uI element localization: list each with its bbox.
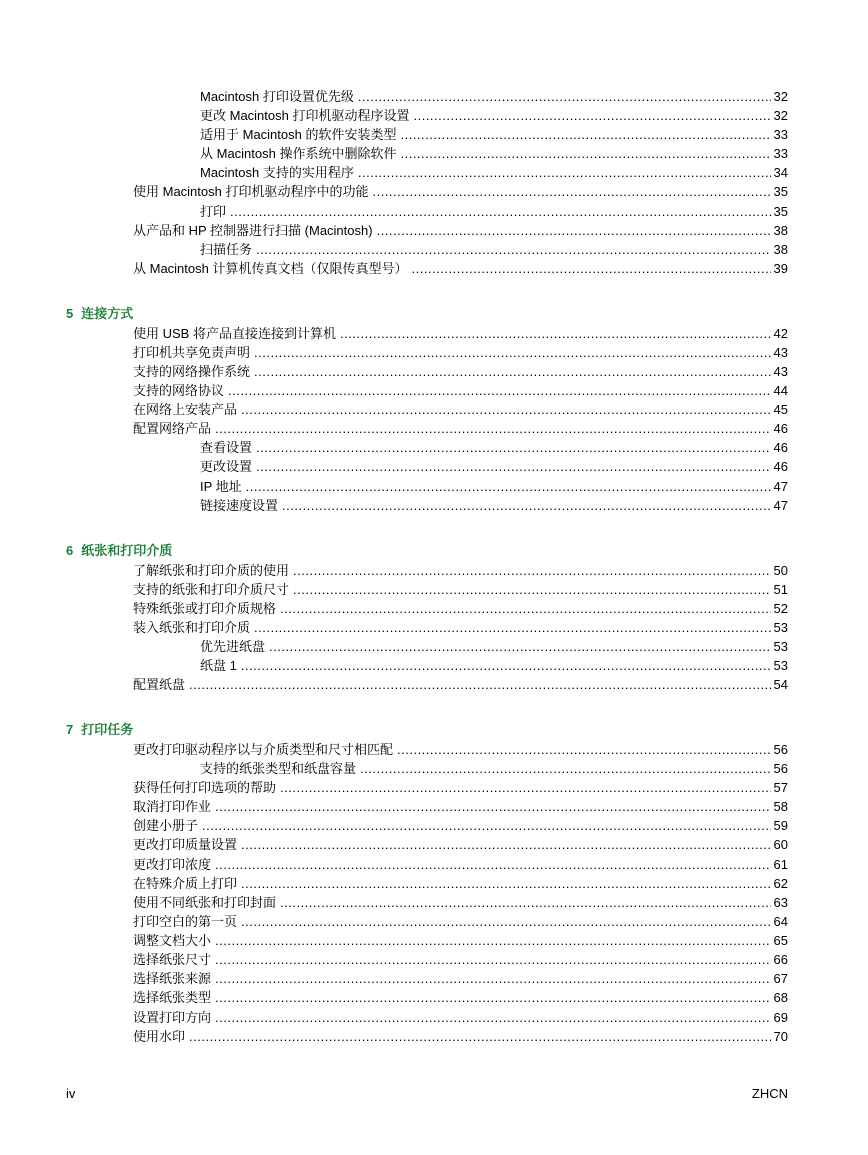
toc-leader-dots — [215, 950, 771, 969]
toc-entry-page: 63 — [773, 895, 788, 910]
toc-leader-dots — [228, 381, 771, 400]
toc-entry[interactable] — [133, 343, 788, 362]
toc-entry-page: 54 — [773, 677, 788, 692]
toc-leader-dots — [360, 759, 771, 778]
toc-leader-dots — [215, 419, 771, 438]
toc-entry-page: 33 — [773, 127, 788, 142]
toc-entry-page: 70 — [773, 1029, 788, 1044]
toc-leader-dots — [280, 893, 771, 912]
toc-entry[interactable] — [133, 893, 788, 912]
toc-entry[interactable] — [133, 1008, 788, 1027]
toc-leader-dots — [280, 778, 771, 797]
toc-entry-label: 更改打印质量设置 — [133, 837, 238, 852]
toc-entry-page: 59 — [773, 818, 788, 833]
toc-entry-page: 34 — [773, 165, 788, 180]
toc-entry[interactable] — [200, 125, 788, 144]
toc-entry[interactable] — [200, 144, 788, 163]
toc-entry[interactable] — [133, 400, 788, 419]
toc-entry-page: 58 — [773, 799, 788, 814]
toc-entry-page: 39 — [773, 261, 788, 276]
toc-entry-page: 56 — [773, 742, 788, 757]
toc-leader-dots — [340, 324, 771, 343]
toc-leader-dots — [241, 835, 771, 854]
toc-entry[interactable] — [133, 259, 788, 278]
toc-entry[interactable] — [200, 496, 788, 515]
chapter-number: 7 — [66, 722, 74, 737]
toc-entry-page: 47 — [773, 479, 788, 494]
toc-leader-dots — [280, 599, 771, 618]
toc-leader-dots — [413, 106, 770, 125]
toc-entry-page: 67 — [773, 971, 788, 986]
toc-leader-dots — [241, 400, 771, 419]
chapter-number: 6 — [66, 543, 74, 558]
toc-leader-dots — [215, 969, 771, 988]
toc-entry-page: 56 — [773, 761, 788, 776]
toc-entry[interactable] — [133, 182, 788, 201]
toc-leader-dots — [400, 125, 770, 144]
toc-entry[interactable] — [200, 202, 788, 221]
toc-entry[interactable] — [133, 221, 788, 240]
toc-entry[interactable] — [200, 240, 788, 259]
toc-entry-page: 33 — [773, 146, 788, 161]
toc-leader-dots — [400, 144, 770, 163]
toc-leader-dots — [215, 988, 771, 1007]
toc-entry[interactable] — [200, 637, 788, 656]
toc-entry[interactable] — [133, 324, 788, 343]
toc-entry-label: 选择纸张类型 — [133, 990, 212, 1005]
toc-entry-page: 53 — [773, 639, 788, 654]
chapter-title: 连接方式 — [81, 306, 134, 321]
toc-leader-dots — [269, 637, 771, 656]
toc-entry-page: 64 — [773, 914, 788, 929]
toc-entry[interactable] — [133, 1027, 788, 1046]
chapter-heading[interactable] — [66, 305, 133, 323]
toc-entry-page: 46 — [773, 459, 788, 474]
toc-leader-dots — [215, 855, 771, 874]
chapter-title: 打印任务 — [81, 722, 134, 737]
toc-entry-page: 43 — [773, 345, 788, 360]
toc-leader-dots — [189, 675, 771, 694]
toc-entry-label: 调整文档大小 — [133, 933, 212, 948]
toc-leader-dots — [254, 618, 771, 637]
toc-entry-label: 了解纸张和打印介质的使用 — [133, 563, 290, 578]
toc-entry-page: 68 — [773, 990, 788, 1005]
toc-entry-label: 打印机共享免责声明 — [133, 345, 251, 360]
toc-entry[interactable] — [133, 950, 788, 969]
toc-entry[interactable] — [133, 797, 788, 816]
toc-entry[interactable] — [133, 874, 788, 893]
toc-entry[interactable] — [133, 816, 788, 835]
toc-entry-label: 更改打印浓度 — [133, 857, 212, 872]
toc-leader-dots — [246, 477, 771, 496]
toc-entry-label: Macintosh 打印设置优先级 — [200, 89, 354, 104]
chapter-heading[interactable] — [66, 721, 133, 739]
toc-leader-dots — [189, 1027, 771, 1046]
toc-entry-label: Macintosh 支持的实用程序 — [200, 165, 354, 180]
toc-entry[interactable] — [133, 778, 788, 797]
toc-entry[interactable] — [200, 759, 788, 778]
toc-entry-label: 从产品和 HP 控制器进行扫描 (Macintosh) — [133, 223, 373, 238]
toc-leader-dots — [372, 182, 770, 201]
toc-leader-dots — [241, 656, 771, 675]
toc-leader-dots — [397, 740, 771, 759]
toc-entry-label: 使用 Macintosh 打印机驱动程序中的功能 — [133, 184, 369, 199]
toc-entry-label: 取消打印作业 — [133, 799, 212, 814]
toc-leader-dots — [215, 1008, 771, 1027]
toc-entry[interactable] — [133, 969, 788, 988]
toc-entry-label: 创建小册子 — [133, 818, 199, 833]
toc-leader-dots — [411, 259, 770, 278]
toc-leader-dots — [215, 931, 771, 950]
toc-entry-page: 32 — [773, 108, 788, 123]
toc-entry-label: 支持的网络协议 — [133, 383, 225, 398]
toc-entry[interactable] — [200, 656, 788, 675]
toc-entry-label: 在特殊介质上打印 — [133, 876, 238, 891]
toc-entry[interactable] — [133, 855, 788, 874]
toc-entry-page: 38 — [773, 223, 788, 238]
toc-entry-label: 打印空白的第一页 — [133, 914, 238, 929]
toc-entry[interactable] — [133, 381, 788, 400]
toc-entry-label: 特殊纸张或打印介质规格 — [133, 601, 277, 616]
toc-entry[interactable] — [133, 740, 788, 759]
toc-entry-page: 47 — [773, 498, 788, 513]
toc-entry-label: 选择纸张尺寸 — [133, 952, 212, 967]
toc-leader-dots — [256, 438, 771, 457]
footer-locale: ZHCN — [751, 1086, 788, 1101]
toc-entry-page: 43 — [773, 364, 788, 379]
toc-entry[interactable] — [200, 106, 788, 125]
toc-entry-page: 42 — [773, 326, 788, 341]
chapter-number: 5 — [66, 306, 74, 321]
toc-entry-page: 52 — [773, 601, 788, 616]
toc-leader-dots — [241, 874, 771, 893]
toc-entry-page: 69 — [773, 1010, 788, 1025]
toc-entry[interactable] — [133, 912, 788, 931]
toc-leader-dots — [202, 816, 771, 835]
toc-entry-label: 链接速度设置 — [200, 498, 279, 513]
toc-entry[interactable] — [133, 580, 788, 599]
toc-entry-label: 扫描任务 — [200, 242, 253, 257]
toc-entry-label: 打印 — [200, 204, 227, 219]
toc-entry-label: 设置打印方向 — [133, 1010, 212, 1025]
toc-leader-dots — [256, 457, 771, 476]
toc-entry-label: 从 Macintosh 计算机传真文档（仅限传真型号） — [133, 261, 408, 276]
toc-entry-page: 53 — [773, 620, 788, 635]
toc-entry[interactable] — [133, 931, 788, 950]
toc-entry-label: 获得任何打印选项的帮助 — [133, 780, 277, 795]
toc-entry-page: 66 — [773, 952, 788, 967]
toc-entry-label: 支持的纸张和打印介质尺寸 — [133, 582, 290, 597]
toc-entry-page: 45 — [773, 402, 788, 417]
toc-entry[interactable] — [200, 87, 788, 106]
toc-entry-page: 35 — [773, 204, 788, 219]
toc-leader-dots — [254, 362, 771, 381]
toc-leader-dots — [215, 797, 771, 816]
toc-entry-label: IP 地址 — [200, 479, 242, 494]
footer-page-number: iv — [66, 1086, 76, 1101]
toc-leader-dots — [241, 912, 771, 931]
toc-entry-page: 60 — [773, 837, 788, 852]
toc-entry-page: 53 — [773, 658, 788, 673]
toc-entry-label: 纸盘 1 — [200, 658, 237, 673]
toc-entry[interactable] — [133, 675, 788, 694]
chapter-heading[interactable] — [66, 542, 172, 560]
toc-entry-label: 支持的纸张类型和纸盘容量 — [200, 761, 357, 776]
toc-entry-page: 35 — [773, 184, 788, 199]
toc-entry-label: 适用于 Macintosh 的软件安装类型 — [200, 127, 397, 142]
toc-entry-page: 46 — [773, 440, 788, 455]
toc-entry[interactable] — [133, 362, 788, 381]
toc-entry-page: 44 — [773, 383, 788, 398]
toc-entry-label: 更改 Macintosh 打印机驱动程序设置 — [200, 108, 410, 123]
toc-entry-page: 61 — [773, 857, 788, 872]
toc-leader-dots — [256, 240, 771, 259]
toc-entry-label: 使用 USB 将产品直接连接到计算机 — [133, 326, 336, 341]
toc-entry[interactable] — [200, 477, 788, 496]
toc-entry-page: 46 — [773, 421, 788, 436]
toc-leader-dots — [293, 561, 771, 580]
toc-entry-page: 51 — [773, 582, 788, 597]
toc-entry-page: 50 — [773, 563, 788, 578]
toc-entry[interactable] — [200, 163, 788, 182]
toc-leader-dots — [358, 163, 771, 182]
toc-entry-label: 在网络上安装产品 — [133, 402, 238, 417]
toc-leader-dots — [293, 580, 771, 599]
toc-entry-page: 32 — [773, 89, 788, 104]
toc-entry-page: 38 — [773, 242, 788, 257]
chapter-title: 纸张和打印介质 — [81, 543, 173, 558]
toc-entry[interactable] — [133, 599, 788, 618]
toc-entry-page: 57 — [773, 780, 788, 795]
toc-entry-page: 65 — [773, 933, 788, 948]
toc-leader-dots — [254, 343, 771, 362]
toc-entry[interactable] — [133, 561, 788, 580]
toc-entry-page: 62 — [773, 876, 788, 891]
toc-entry-label: 使用不同纸张和打印封面 — [133, 895, 277, 910]
toc-leader-dots — [282, 496, 771, 515]
toc-entry-label: 装入纸张和打印介质 — [133, 620, 251, 635]
toc-leader-dots — [377, 221, 771, 240]
toc-entry-label: 选择纸张来源 — [133, 971, 212, 986]
toc-entry[interactable] — [200, 438, 788, 457]
toc-entry-label: 更改打印驱动程序以与介质类型和尺寸相匹配 — [133, 742, 394, 757]
toc-entry[interactable] — [200, 457, 788, 476]
toc-entry-label: 使用水印 — [133, 1029, 186, 1044]
toc-entry[interactable] — [133, 618, 788, 637]
toc-leader-dots — [358, 87, 771, 106]
toc-entry-label: 查看设置 — [200, 440, 253, 455]
toc-entry-label: 更改设置 — [200, 459, 253, 474]
toc-entry[interactable] — [133, 835, 788, 854]
toc-entry-label: 支持的网络操作系统 — [133, 364, 251, 379]
toc-entry-label: 优先进纸盘 — [200, 639, 266, 654]
toc-entry-label: 配置纸盘 — [133, 677, 186, 692]
toc-entry[interactable] — [133, 988, 788, 1007]
toc-entry[interactable] — [133, 419, 788, 438]
toc-entry-label: 从 Macintosh 操作系统中删除软件 — [200, 146, 397, 161]
toc-leader-dots — [230, 202, 771, 221]
toc-entry-label: 配置网络产品 — [133, 421, 212, 436]
